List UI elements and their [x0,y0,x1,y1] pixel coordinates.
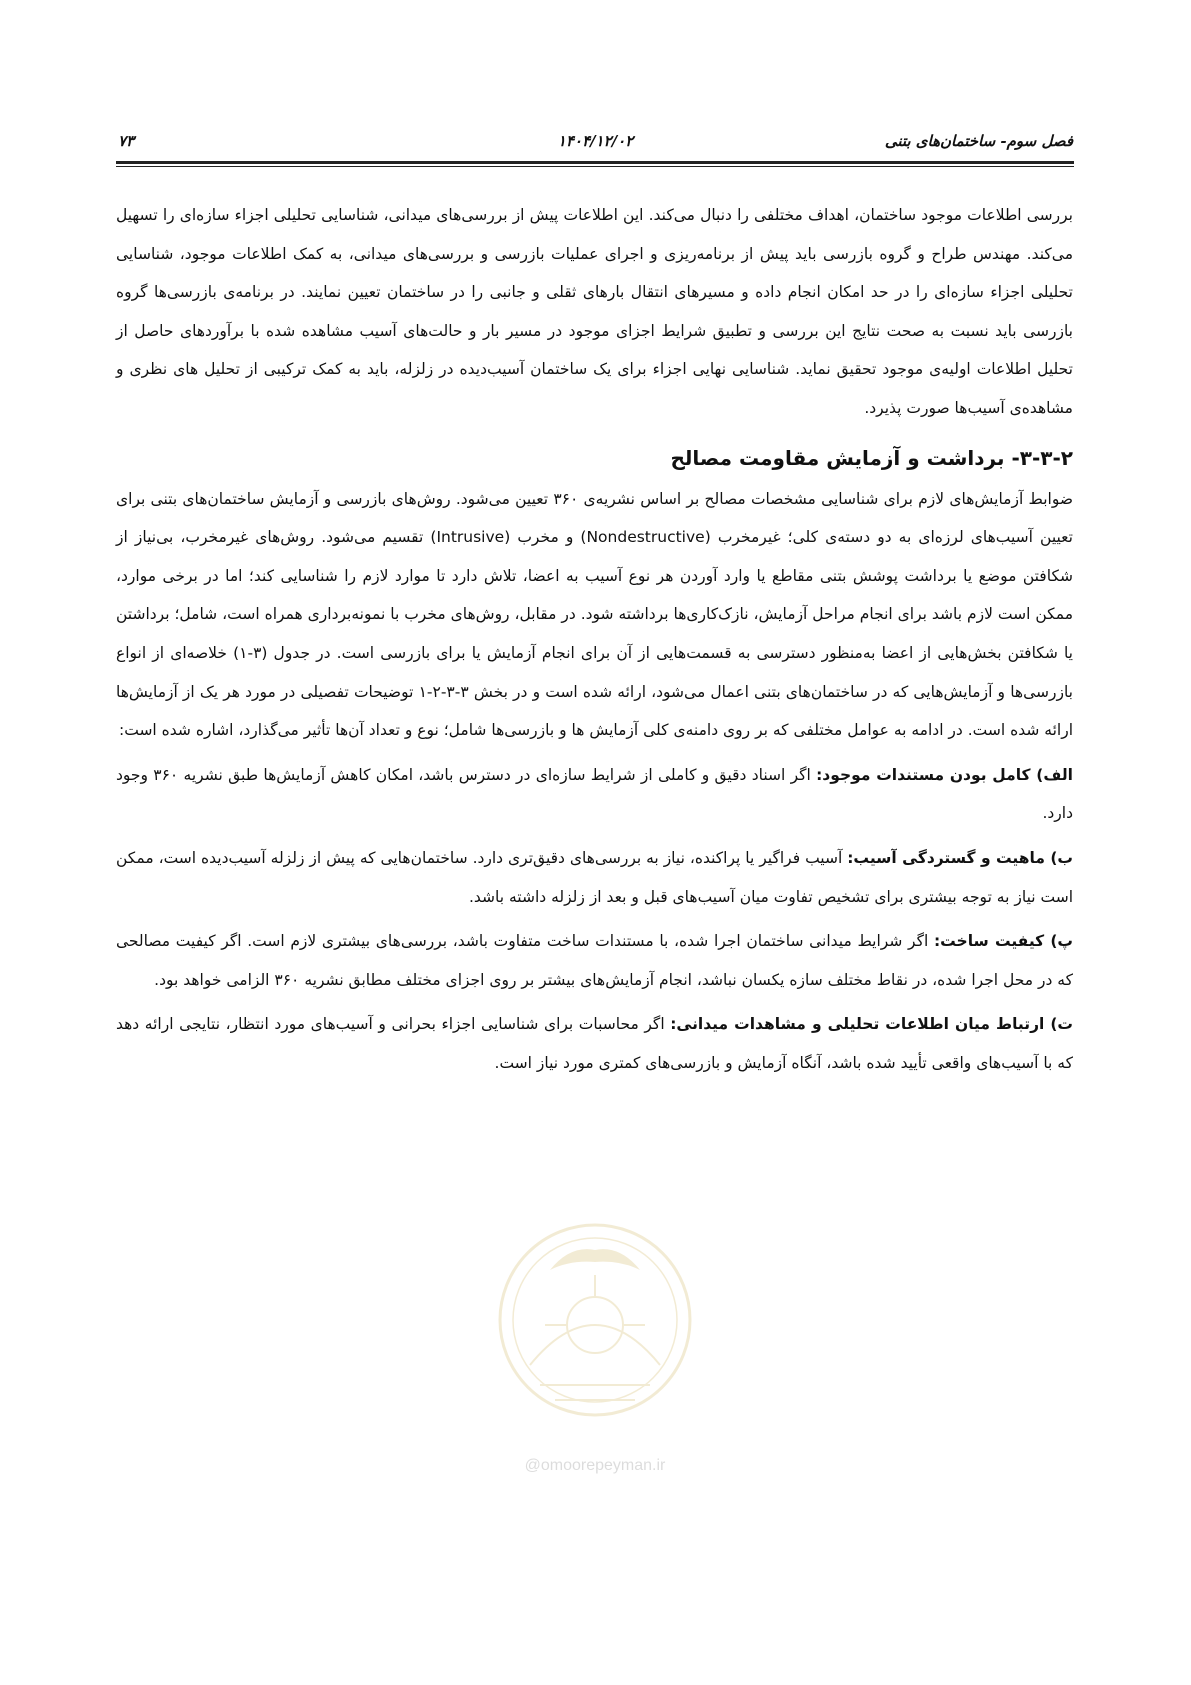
list-item [116,1005,1073,1082]
item-label: پ) کیفیت ساخت: [933,932,1073,951]
list-item [116,922,1073,999]
item-text: اگر شرایط میدانی ساختمان اجرا شده، با مستندات ساخت متفاوت باشد، بررسی‌های بیشتری لازم است. اگر کیفیت مصالحی که در محل اجرا شده، در نقاط مختلف سازه یکسان نباشد، انجام آزمایش‌های بیشتر بر روی اجزای مختلف مطابق نشریه ۳۶۰ الزامی خواهد بود. [116,932,1073,989]
item-label: ت) ارتباط میان اطلاعات تحلیلی و مشاهدات میدانی: [670,1015,1074,1034]
page-body [116,196,1073,1082]
header-divider [116,161,1074,167]
section-paragraph: ضوابط آزمایش‌های لازم برای شناسایی مشخصات مصالح بر اساس نشریه‌ی ۳۶۰ تعیین می‌شود. روش‌های بازرسی و آزمایش ساختمان‌های بتنی برای تعیین آسیب‌های لرزه‌ای به دو دسته‌ی کلی؛ غیرمخرب (Nondestructive) و مخرب (Intrusive) تقسیم می‌شود. روش‌های غیرمخرب، بی‌نیاز از شکافتن موضع یا برداشت پوشش بتنی مقاطع یا وارد آوردن هر نوع آسیب به اعضا، تلاش دارد تا موارد لازم را شناسایی کند؛ اما در برخی موارد، ممکن است لازم باشد برای انجام مراحل آزمایش، نازک‌کاری‌ها برداشته شود. در مقابل، روش‌های مخرب با نمونه‌برداری همراه است، شامل؛ برداشتن یا شکافتن بخش‌هایی از اعضا به‌منظور دسترسی به قسمت‌هایی از آن برای انجام آزمایش یا برای بازرسی است. در جدول (۳-۱) خلاصه‌ای از انواع بازرسی‌ها و آزمایش‌هایی که در ساختمان‌های بتنی اعمال می‌شود، ارائه شده است و در بخش ۳-۳-۲-۱ توضیحات تفصیلی در مورد هر یک از آزمایش‌ها ارائه شده است. در ادامه به عوامل مختلفی که بر روی دامنه‌ی کلی آزمایش ها و بازرسی‌ها شامل؛ نوع و تعداد آن‌ها تأثیر می‌گذارد، اشاره شده است: [116,489,1074,740]
intro-paragraph: بررسی اطلاعات موجود ساختمان، اهداف مختلفی را دنبال می‌کند. این اطلاعات پیش از بررسی‌های میدانی، شناسایی تحلیلی اجزاء سازه‌ای را تسهیل می‌کند. مهندس طراح و گروه بازرسی باید پیش از برنامه‌ریزی و اجرای عملیات بازرسی و بررسی‌های میدانی، به کمک اطلاعات موجود، شناسایی تحلیلی اجزاء سازه‌ای را در حد امکان انجام داده و مسیرهای انتقال بارهای ثقلی و جانبی را در ساختمان تعیین نمایند. در برنامه‌ی بازرسی‌ها گروه بازرسی باید نسبت به صحت نتایج این بررسی و تطبیق شرایط اجزای موجود در مسیر بار و حالت‌های آسیب مشاهده شده با برآوردهای حاصل از تحلیل اطلاعات اولیه‌ی موجود تحقیق نماید. شناسایی نهایی اجزاء برای یک ساختمان آسیب‌دیده در زلزله، باید به کمک ترکیبی از تحلیل های نظری و مشاهده‌ی آسیب‌ها صورت پذیرد. [116,206,1073,417]
watermark-logo [440,1215,750,1475]
watermark-url: @omoorepeyman.ir [524,1457,666,1474]
list-item [116,756,1073,833]
chapter-title: فصل سوم- ساختمان‌های بتنی [884,132,1073,150]
page-number: ۷۳ [118,132,135,150]
watermark-seal-icon [440,1215,750,1445]
section-heading: ۳-۳-۲- برداشت و آزمایش مقاومت مصالح [670,445,1073,470]
item-text: اگر محاسبات برای شناسایی اجزاء بحرانی و آسیب‌های مورد انتظار، نتایجی ارائه دهد که با آسیب‌های واقعی تأیید شده باشد، آنگاه آزمایش و بازرسی‌های کمتری مورد نیاز است. [116,1015,1073,1072]
item-label: ب) ماهیت و گستردگی آسیب: [847,848,1073,867]
item-text: آسیب فراگیر یا پراکنده، نیاز به بررسی‌های دقیق‌تری دارد. ساختمان‌هایی که پیش از زلزله آسیب‌دیده است، ممکن است نیاز به توجه بیشتری برای تشخیص تفاوت میان آسیب‌های قبل و بعد از زلزله داشته باشد. [116,848,1073,906]
header-date: ۱۴۰۴/۱۲/۰۲ [557,132,634,150]
item-text: اگر اسناد دقیق و کاملی از شرایط سازه‌ای در دسترس باشد، امکان کاهش آزمایش‌ها طبق نشریه ۳۶۰ وجود دارد. [116,765,1073,823]
list-item [116,839,1073,916]
item-label: الف) کامل بودن مستندات موجود: [816,765,1073,784]
